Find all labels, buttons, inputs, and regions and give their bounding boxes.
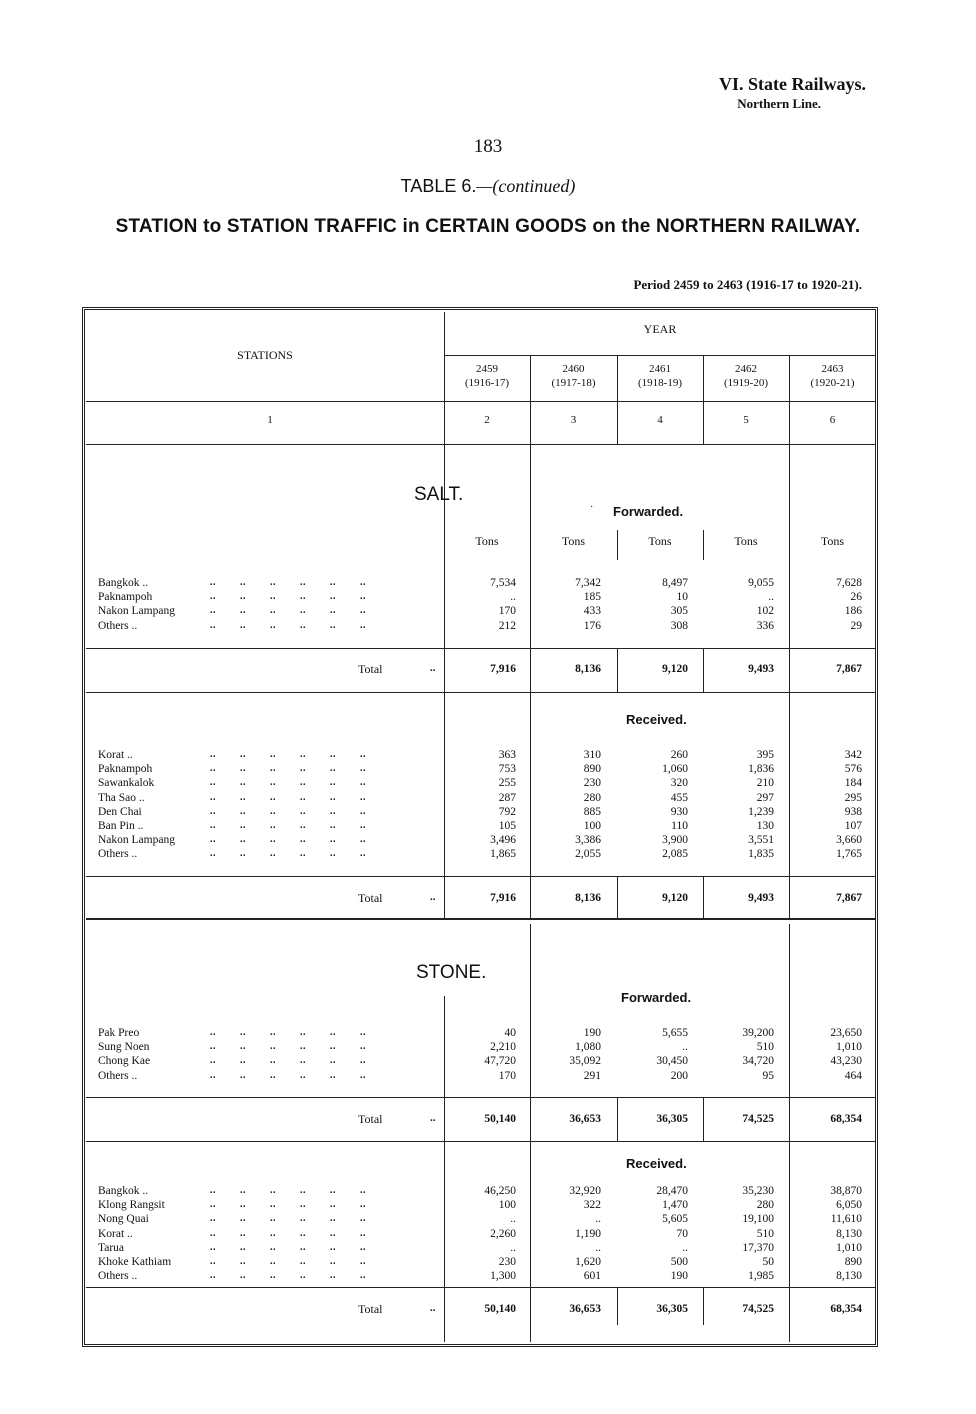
- table-cell: 7,342: [575, 577, 601, 589]
- table-cell: 186: [844, 605, 862, 618]
- leader-dots: .. .. .. .. .. ..: [210, 1213, 366, 1225]
- leader-dots: ..: [430, 1112, 436, 1124]
- year-column-span: (1916-17): [465, 377, 509, 389]
- station-name: Tha Sao ..: [98, 791, 145, 804]
- table-cell: ..: [682, 1041, 688, 1054]
- unit-label: Tons: [561, 534, 586, 548]
- station-name: Bangkok ..: [98, 577, 149, 589]
- table-cell: 95: [762, 1069, 774, 1082]
- table-cell: 433: [583, 605, 601, 618]
- table-cell: 17,370: [742, 1241, 774, 1254]
- year-column-span: (1918-19): [638, 377, 682, 389]
- table-rule: [86, 401, 876, 402]
- leader-dots: .. .. .. .. .. ..: [210, 763, 366, 775]
- table-cell: 40: [504, 1027, 516, 1039]
- leader-dots: .. .. .. .. .. ..: [210, 1069, 366, 1081]
- table-cell: 3,386: [575, 834, 601, 847]
- table-cell: 185: [583, 591, 601, 604]
- table-cell: 342: [844, 749, 862, 761]
- table-cell: 212: [498, 619, 516, 632]
- table-cell: 170: [498, 605, 516, 618]
- station-name: Sung Noen: [98, 1041, 150, 1054]
- year-column-header: 2460: [562, 363, 585, 375]
- table-rule: [86, 648, 876, 649]
- station-name: Others ..: [98, 848, 138, 861]
- table-label: [0, 176, 976, 197]
- year-column-span: (1920-21): [810, 377, 855, 389]
- station-name: Tarua: [98, 1241, 125, 1254]
- table-cell: 210: [756, 777, 774, 790]
- received-label: Received.: [626, 1156, 687, 1171]
- table-cell: 305: [670, 605, 688, 618]
- table-cell: ..: [682, 1241, 688, 1254]
- table-cell: ..: [595, 1241, 601, 1254]
- table-cell: ..: [595, 1213, 601, 1226]
- table-rule: [86, 918, 876, 920]
- table-cell: 363: [498, 749, 516, 761]
- table-cell: 3,496: [490, 834, 516, 847]
- table-cell: 2,260: [490, 1227, 516, 1240]
- table-cell: ..: [510, 1213, 516, 1226]
- unit-label: Tons: [820, 534, 845, 548]
- column-number: 6: [829, 414, 836, 426]
- table-cell: 280: [756, 1199, 774, 1212]
- column-rule: [703, 1097, 704, 1141]
- table-cell: 28,470: [656, 1185, 688, 1197]
- table-cell: 8,130: [836, 1270, 862, 1283]
- table-cell: 190: [583, 1027, 601, 1039]
- total-cell: 7,867: [836, 663, 862, 675]
- leader-dots: .. .. .. .. .. ..: [210, 777, 366, 789]
- table-cell: 500: [670, 1256, 688, 1268]
- total-cell: 68,354: [830, 1303, 862, 1315]
- table-cell: 70: [676, 1227, 688, 1240]
- table-cell: 35,230: [742, 1185, 774, 1197]
- table-cell: 107: [844, 820, 862, 832]
- total-cell: 7,867: [836, 892, 862, 904]
- leader-dots: .. .. .. .. .. ..: [210, 577, 366, 588]
- station-name: Khoke Kathiam: [98, 1256, 172, 1268]
- table-cell: 576: [844, 763, 862, 776]
- table-cell: 190: [670, 1270, 688, 1283]
- table-cell: 753: [498, 763, 516, 776]
- table-cell: 2,055: [575, 848, 601, 861]
- main-title: STATION to STATION TRAFFIC in CERTAIN GOODS on the NORTHERN RAILWAY.: [115, 216, 861, 237]
- table-cell: 102: [756, 605, 774, 618]
- table-cell: 100: [498, 1199, 516, 1212]
- station-name: Korat ..: [98, 749, 133, 761]
- station-name: Nakon Lampang: [98, 605, 175, 618]
- total-cell: 74,525: [742, 1113, 774, 1125]
- unit-label: Tons: [734, 534, 758, 548]
- table-cell: 322: [583, 1199, 601, 1212]
- leader-dots: .. .. .. .. .. ..: [210, 1027, 366, 1038]
- year-column-header: 2463: [821, 363, 844, 375]
- table-cell: 792: [498, 805, 516, 818]
- table-cell: 3,551: [748, 834, 774, 847]
- table-cell: 295: [844, 791, 862, 804]
- station-name: Others ..: [98, 1069, 138, 1082]
- table-cell: 34,720: [742, 1055, 774, 1068]
- year-column-header: 2461: [649, 363, 671, 375]
- table-cell: 130: [756, 820, 774, 832]
- total-cell: 36,305: [656, 1113, 688, 1125]
- leader-dots: .. .. .. .. .. ..: [210, 1199, 366, 1211]
- column-number: 3: [570, 414, 577, 426]
- table-cell: 260: [670, 749, 688, 761]
- station-name: Others ..: [98, 1270, 138, 1283]
- table-cell: 8,497: [662, 577, 688, 589]
- table-cell: 23,650: [830, 1027, 862, 1039]
- period-label: Period 2459 to 2463 (1916-17 to 1920-21).: [633, 277, 862, 292]
- year-column-span: (1919-20): [724, 377, 768, 389]
- table-cell: 1,985: [748, 1270, 774, 1283]
- table-cell: 601: [583, 1270, 601, 1283]
- total-cell: 7,916: [490, 663, 516, 675]
- salt-title: SALT.: [414, 484, 464, 505]
- table-continued: —(continued): [476, 176, 576, 196]
- total-label: Total: [358, 1112, 383, 1126]
- station-name: Klong Rangsit: [98, 1199, 165, 1212]
- table-cell: 1,620: [575, 1256, 601, 1268]
- total-cell: 36,305: [656, 1303, 688, 1315]
- total-label: Total: [358, 662, 383, 676]
- table-cell: 1,190: [575, 1227, 601, 1240]
- table-cell: 30,450: [656, 1055, 688, 1068]
- table-cell: 1,239: [748, 805, 774, 818]
- table-cell: 255: [498, 777, 516, 790]
- table-cell: 5,655: [662, 1027, 688, 1039]
- table-cell: 890: [844, 1256, 862, 1268]
- total-cell: 50,140: [484, 1113, 516, 1125]
- column-rule: [703, 876, 704, 918]
- year-column-header: 2459: [476, 363, 498, 375]
- table-cell: 8,130: [836, 1227, 862, 1240]
- table-cell: ..: [510, 591, 516, 604]
- total-label: Total: [358, 891, 383, 905]
- table-cell: ..: [510, 1241, 516, 1254]
- leader-dots: .. .. .. .. .. ..: [210, 619, 366, 631]
- table-cell: 26: [850, 591, 862, 604]
- total-cell: 50,140: [484, 1303, 516, 1315]
- table-cell: 510: [756, 1227, 774, 1240]
- total-cell: 9,493: [748, 892, 774, 904]
- leader-dots: .. .. .. .. .. ..: [210, 605, 366, 617]
- table-rule: [86, 444, 876, 445]
- table-cell: 38,870: [830, 1185, 862, 1197]
- station-name: Pak Preo: [98, 1027, 140, 1039]
- column-number: 1: [267, 414, 273, 426]
- table-cell: 5,605: [662, 1213, 688, 1226]
- table-cell: 1,060: [662, 763, 688, 776]
- column-rule: [703, 648, 704, 692]
- table-cell: 464: [844, 1069, 862, 1082]
- total-cell: 9,120: [662, 892, 688, 904]
- total-cell: 9,120: [662, 663, 688, 675]
- column-number: 5: [743, 414, 749, 426]
- column-rule: [617, 648, 618, 692]
- table-cell: 287: [498, 791, 516, 804]
- table-cell: 890: [583, 763, 601, 776]
- total-cell: 7,916: [490, 892, 516, 904]
- table-cell: 170: [498, 1069, 516, 1082]
- column-rule: [617, 1097, 618, 1141]
- leader-dots: ..: [430, 1302, 436, 1314]
- table-cell: 50: [762, 1256, 774, 1268]
- table-cell: 1,300: [490, 1270, 516, 1283]
- table-cell: 1,010: [836, 1041, 862, 1054]
- total-cell: 8,136: [575, 892, 601, 904]
- table-cell: 2,085: [662, 848, 688, 861]
- column-number: 4: [657, 414, 663, 426]
- table-cell: 1,835: [748, 848, 774, 861]
- table-cell: 1,836: [748, 763, 774, 776]
- leader-dots: ..: [430, 662, 436, 674]
- table-cell: 11,610: [830, 1213, 862, 1226]
- total-cell: 36,653: [569, 1303, 601, 1315]
- table-rule: [86, 1287, 876, 1288]
- station-name: Others ..: [98, 619, 138, 632]
- station-name: Den Chai: [98, 805, 142, 818]
- leader-dots: .. .. .. .. .. ..: [210, 791, 366, 803]
- table-cell: 6,050: [836, 1199, 862, 1212]
- table-cell: 100: [583, 820, 601, 832]
- table-cell: 105: [498, 820, 516, 832]
- table-cell: 230: [583, 777, 601, 790]
- table-label-text: TABLE 6.: [400, 176, 477, 196]
- bullet: ·: [590, 502, 594, 513]
- station-name: Bangkok ..: [98, 1185, 149, 1197]
- station-name: Nakon Lampang: [98, 834, 175, 847]
- table-cell: 930: [670, 805, 688, 818]
- leader-dots: .. .. .. .. .. ..: [210, 805, 366, 817]
- leader-dots: .. .. .. .. .. ..: [210, 591, 366, 603]
- table-rule: [86, 1097, 876, 1098]
- table-cell: 230: [498, 1256, 516, 1268]
- stations-header: STATIONS: [237, 348, 293, 362]
- table-cell: 32,920: [569, 1185, 601, 1197]
- table-cell: 7,534: [490, 577, 516, 589]
- leader-dots: .. .. .. .. .. ..: [210, 820, 366, 831]
- table-cell: 320: [670, 777, 688, 790]
- table-rule: [86, 692, 876, 693]
- station-name: Paknampoh: [98, 763, 153, 776]
- table-cell: 297: [756, 791, 774, 804]
- table-cell: 46,250: [484, 1185, 516, 1197]
- total-cell: 9,493: [748, 663, 774, 675]
- station-name: Chong Kae: [98, 1055, 151, 1068]
- station-name: Nong Quai: [98, 1213, 149, 1226]
- table-cell: 1,765: [836, 848, 862, 861]
- table-cell: 176: [583, 619, 601, 632]
- table-cell: 9,055: [748, 577, 774, 589]
- table-cell: 35,092: [569, 1055, 601, 1068]
- table-rule: [86, 1141, 876, 1142]
- table-cell: 3,660: [836, 834, 862, 847]
- unit-label: Tons: [648, 534, 672, 548]
- column-rule: [617, 876, 618, 918]
- station-name: Ban Pin ..: [98, 820, 144, 832]
- year-column-header: 2462: [735, 363, 757, 375]
- table-cell: 455: [670, 791, 688, 804]
- leader-dots: .. .. .. .. .. ..: [210, 848, 366, 860]
- table-cell: 336: [756, 619, 774, 632]
- year-column-span: (1917-18): [551, 377, 596, 389]
- table-cell: 938: [844, 805, 862, 818]
- table-cell: 184: [844, 777, 862, 790]
- column-rule: [617, 1287, 618, 1325]
- table-cell: 1,080: [575, 1041, 601, 1054]
- table-cell: 291: [583, 1069, 601, 1082]
- table-cell: 43,230: [830, 1055, 862, 1068]
- leader-dots: .. .. .. .. .. ..: [210, 749, 366, 760]
- table-cell: 19,100: [742, 1213, 774, 1226]
- table-cell: 1,010: [836, 1241, 862, 1254]
- table-cell: 1,470: [662, 1199, 688, 1212]
- table-cell: 2,210: [490, 1041, 516, 1054]
- section-subtitle: Northern Line.: [737, 96, 821, 111]
- total-cell: 74,525: [742, 1303, 774, 1315]
- total-cell: 68,354: [830, 1113, 862, 1125]
- total-cell: 36,653: [569, 1113, 601, 1125]
- table-cell: 3,900: [662, 834, 688, 847]
- table-cell: 47,720: [484, 1055, 516, 1068]
- station-name: Sawankalok: [98, 777, 155, 790]
- leader-dots: .. .. .. .. .. ..: [210, 1185, 366, 1196]
- leader-dots: .. .. .. .. .. ..: [210, 1055, 366, 1067]
- column-rule: [703, 1287, 704, 1325]
- table-cell: ..: [768, 591, 774, 604]
- leader-dots: .. .. .. .. .. ..: [210, 1041, 366, 1053]
- table-cell: 510: [756, 1041, 774, 1054]
- unit-label: Tons: [475, 534, 499, 548]
- stone-title: STONE.: [416, 962, 487, 983]
- total-label: Total: [358, 1302, 383, 1316]
- leader-dots: .. .. .. .. .. ..: [210, 1241, 366, 1253]
- leader-dots: .. .. .. .. .. ..: [210, 834, 366, 846]
- table-cell: 7,628: [836, 577, 862, 589]
- received-label: Received.: [626, 712, 687, 727]
- table-cell: 280: [583, 791, 601, 804]
- table-cell: 110: [671, 820, 688, 832]
- leader-dots: .. .. .. .. .. ..: [210, 1227, 366, 1239]
- section-title: VI. State Railways.: [719, 74, 866, 94]
- table-cell: 308: [670, 619, 688, 632]
- station-name: Paknampoh: [98, 591, 153, 604]
- table-cell: 39,200: [742, 1027, 774, 1039]
- leader-dots: .. .. .. .. .. ..: [210, 1256, 366, 1267]
- station-name: Korat ..: [98, 1227, 133, 1240]
- table-cell: 29: [850, 619, 862, 632]
- page-number: 183: [473, 136, 503, 157]
- year-header: YEAR: [643, 322, 677, 336]
- leader-dots: .. .. .. .. .. ..: [210, 1270, 366, 1282]
- column-number: 2: [484, 414, 490, 426]
- table-rule: [86, 876, 876, 877]
- leader-dots: ..: [430, 891, 436, 903]
- table-rule: [444, 355, 876, 356]
- forwarded-label: Forwarded.: [613, 504, 684, 519]
- table-cell: 310: [583, 749, 601, 761]
- table-cell: 200: [670, 1069, 688, 1082]
- table-cell: 885: [583, 805, 601, 818]
- table-cell: 395: [756, 749, 774, 761]
- table-cell: 1,865: [490, 848, 516, 861]
- forwarded-label: Forwarded.: [621, 990, 692, 1005]
- total-cell: 8,136: [575, 663, 601, 675]
- table-cell: 10: [676, 591, 688, 604]
